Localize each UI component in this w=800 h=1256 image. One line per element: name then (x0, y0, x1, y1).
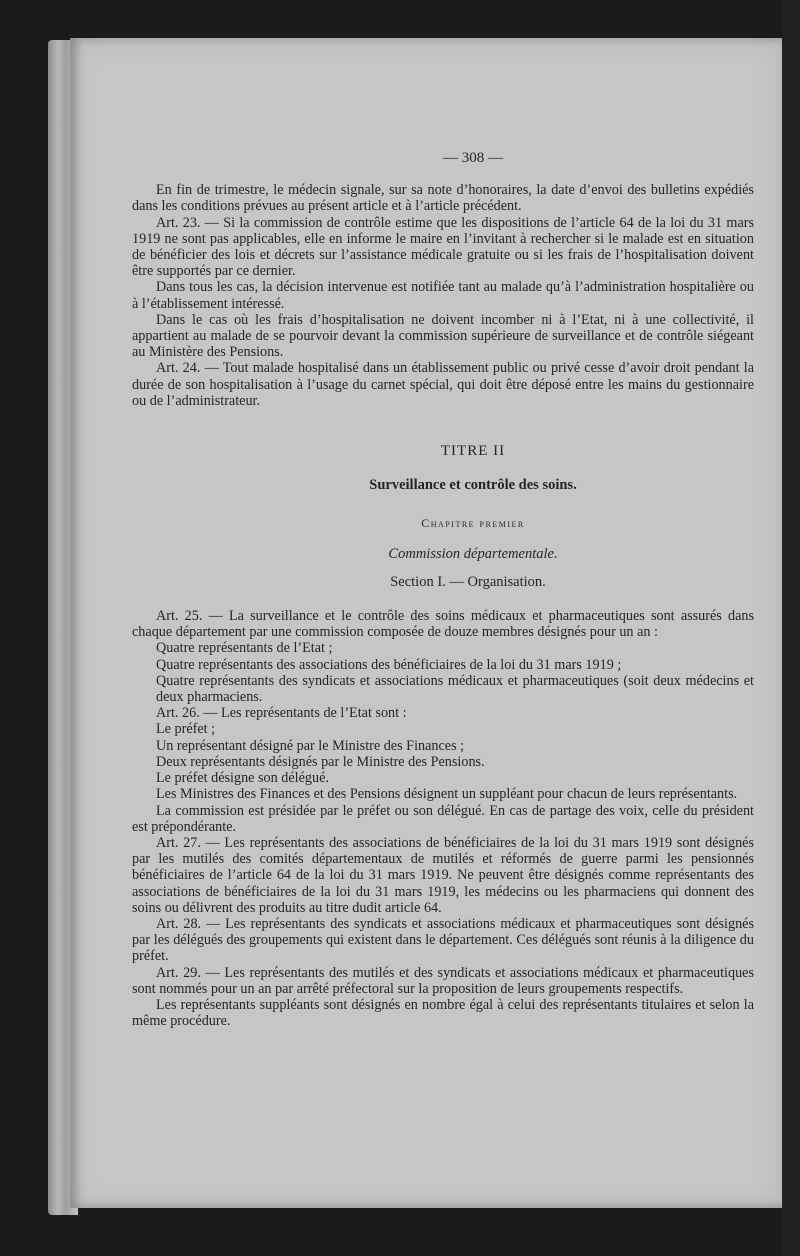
paragraph-art-26: Art. 26. — Les représentants de l’Etat sont : (156, 705, 407, 722)
scan-border (782, 0, 800, 1256)
section-b (132, 608, 754, 1029)
chapitre-heading: Chapitre premier (421, 516, 525, 531)
paragraph-art-23: Art. 23. — Si la commission de contrôle estime que les dispositions de l’article 64 de la loi du 31 mars 1919 ne sont pas applicables, elle en informe le maire en l’invitant à rechercher si le malade est en situation de bénéficier des lois et décrets sur l’assistance médicale gratuite ou si les frais de l’hospitalisation doivent être supportés par ce dernier. (132, 214, 754, 280)
page-number: — 308 — (443, 150, 503, 166)
paragraph: Dans le cas où les frais d’hospitalisation ne doivent incomber ni à l’Etat, ni à une collectivité, il appartient au malade de se pourvoir devant la commission supérieure de surveillance et de contrôle siégeant au Ministère des Pensions. (132, 311, 754, 361)
paragraph: En fin de trimestre, le médecin signale, sur sa note d’honoraires, la date d’envoi des bulletins expédiés dans les conditions prévues au présent article et à l’article précédent. (132, 182, 754, 215)
list-item: Le préfet ; (156, 721, 216, 738)
list-item: Le préfet désigne son délégué. (156, 770, 329, 787)
list-item: Quatre représentants de l’Etat ; (156, 640, 333, 657)
list-item: Deux représentants désignés par le Ministre des Pensions. (156, 753, 485, 770)
list-item: Un représentant désigné par le Ministre des Finances ; (156, 737, 465, 754)
titre-subtitle: Surveillance et contrôle des soins. (369, 477, 577, 494)
section-heading: Section I. — Organisation. (390, 573, 546, 590)
page-content (132, 150, 754, 1029)
paragraph-art-24: Art. 24. — Tout malade hospitalisé dans un établissement public ou privé cesse d’avoir droit pendant la durée de son hospitalisation à l’usage du carnet spécial, qui doit être déposé entre les mains du gestionnaire ou de l’administrateur. (132, 360, 754, 409)
paragraph-art-28: Art. 28. — Les représentants des syndicats et associations médicaux et pharmaceutiques sont désignés par les délégués des groupements qui existent dans le département. Ces délégués sont réunis à la diligence du préfet. (132, 915, 754, 965)
section-a (132, 182, 754, 409)
list-item: Quatre représentants des associations des bénéficiaires de la loi du 31 mars 1919 ; (156, 656, 622, 673)
paragraph-art-25: Art. 25. — La surveillance et le contrôle des soins médicaux et pharmaceutiques sont assurés dans chaque département par une commission composée de douze membres désignés pour un an : (132, 608, 754, 641)
paragraph: Dans tous les cas, la décision intervenue est notifiée tant au malade qu’à l’administration hospitalière ou à l’établissement intéressé. (132, 279, 754, 312)
paragraph-art-29: Art. 29. — Les représentants des mutilés et des syndicats et associations médicaux et pharmaceutiques sont nommés pour un an par arrêté préfectoral sur la proposition de leurs groupements respectifs. (132, 964, 754, 997)
paragraph: Les représentants suppléants sont désignés en nombre égal à celui des représentants titulaires et selon la même procédure. (132, 996, 754, 1030)
titre-heading: TITRE II (440, 443, 506, 460)
paragraph: La commission est présidée par le préfet ou son délégué. En cas de partage des voix, celle du président est prépondérante. (132, 802, 754, 835)
commission-heading: Commission départementale. (388, 545, 558, 562)
paragraph: Les Ministres des Finances et des Pensions désignent un suppléant pour chacun de leurs représentants. (156, 786, 738, 803)
paragraph-art-27: Art. 27. — Les représentants des associations de bénéficiaires de la loi du 31 mars 1919 sont désignés par les mutilés des comités départementaux de mutilés et réformés de guerre parmi les pensionnés bénéficiaires de l’article 64 de la loi du 31 mars 1919. Ne peuvent être désignés comme représentants des associations de bénéficiaires de la loi du 31 mars 1919, les médecins ou les pharmaciens qui donnent des soins ou délivrent des produits au titre dudit article 64. (132, 834, 754, 916)
list-item: Quatre représentants des syndicats et associations médicaux et pharmaceutiques (soit deux médecins et deux pharmaciens. (156, 672, 754, 706)
